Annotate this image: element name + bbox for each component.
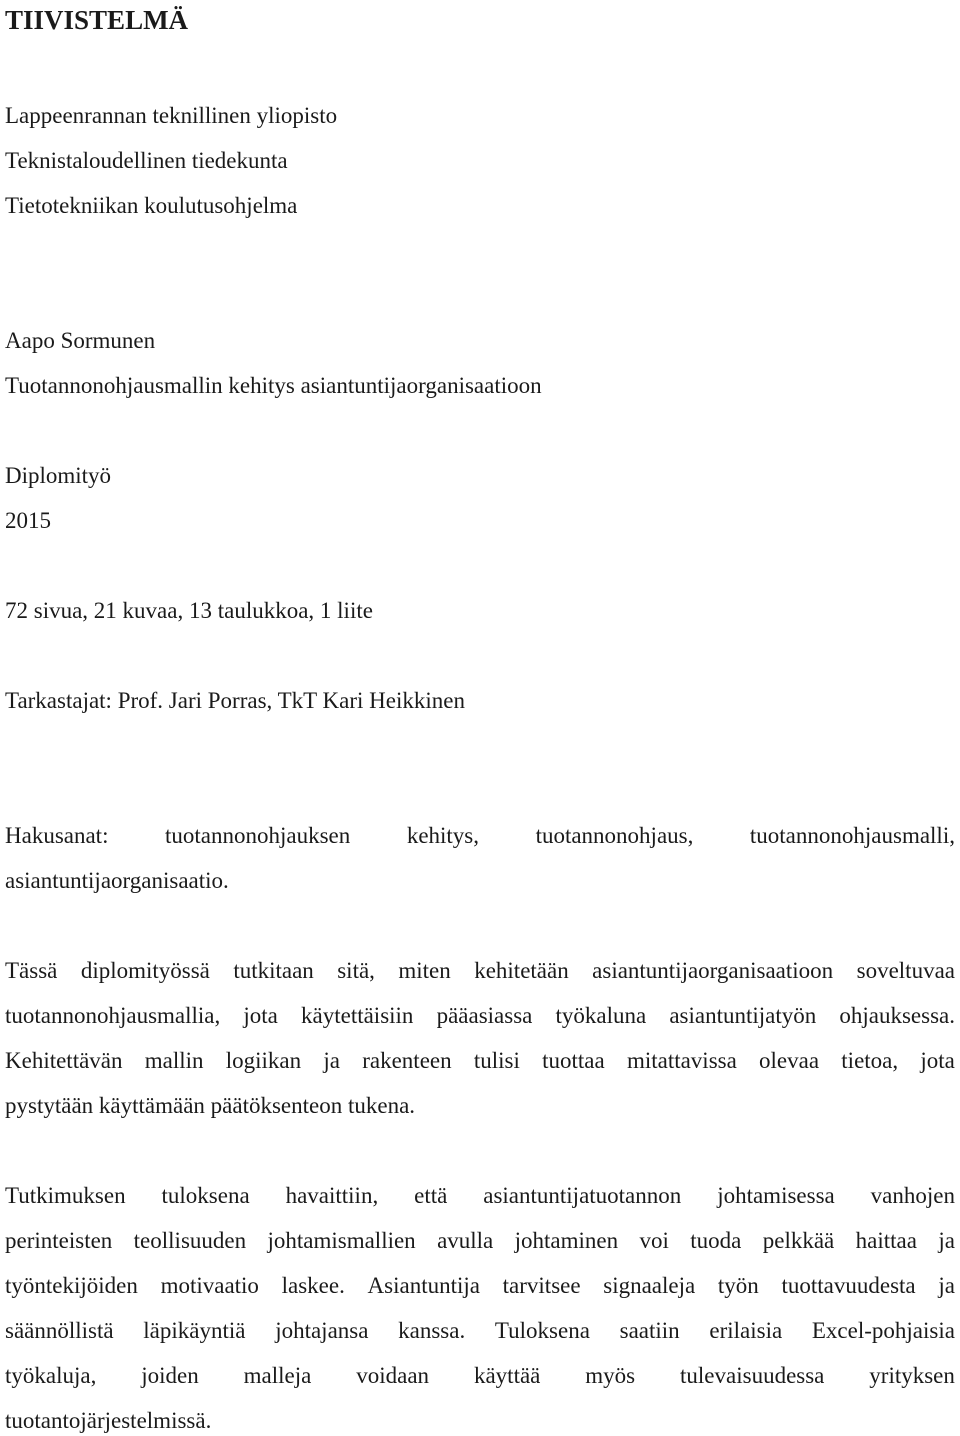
- word: asiantuntijatyön: [669, 1003, 817, 1028]
- word: tarvitsee: [502, 1273, 581, 1298]
- word: pääasiassa: [436, 1003, 533, 1028]
- word: laskee.: [281, 1273, 345, 1298]
- paragraph-1-line-4: pystytään käyttämään päätöksenteon tukena.: [5, 1093, 416, 1118]
- word: Asiantuntija: [367, 1273, 480, 1298]
- word: erilaisia: [709, 1318, 783, 1343]
- word: vanhojen: [870, 1183, 955, 1208]
- university-name: Lappeenrannan teknillinen yliopisto: [5, 103, 338, 128]
- word: tuottaa: [542, 1048, 605, 1073]
- word: voidaan: [356, 1363, 430, 1388]
- word: jota: [920, 1048, 955, 1073]
- word: tuotannonohjauksen: [165, 823, 351, 848]
- word: läpikäyntiä: [143, 1318, 246, 1343]
- faculty-name: Teknistaloudellinen tiedekunta: [5, 148, 288, 173]
- paragraph-1-line-1: [5, 959, 955, 982]
- word: joiden: [141, 1363, 199, 1388]
- word: motivaatio: [160, 1273, 259, 1298]
- paragraph-2-line-6: tuotantojärjestelmissä.: [5, 1408, 212, 1433]
- word: signaaleja: [603, 1273, 696, 1298]
- word: tuloksena: [161, 1183, 250, 1208]
- word: voi: [639, 1228, 669, 1253]
- word: tuotannonohjausmalli,: [749, 823, 955, 848]
- word: tulisi: [473, 1048, 520, 1073]
- programme-name: Tietotekniikan koulutusohjelma: [5, 193, 298, 218]
- word: teollisuuden: [133, 1228, 247, 1253]
- word: malleja: [243, 1363, 312, 1388]
- word: ja: [938, 1228, 955, 1253]
- paragraph-1-line-2: [5, 1004, 955, 1027]
- word: tietoa,: [841, 1048, 899, 1073]
- word: perinteisten: [5, 1228, 113, 1253]
- paragraph-1-line-3: [5, 1049, 955, 1072]
- word: mitattavissa: [626, 1048, 737, 1073]
- word: rakenteen: [362, 1048, 452, 1073]
- paragraph-2-line-5: [5, 1364, 955, 1387]
- word: diplomityössä: [80, 958, 210, 983]
- word: logiikan: [225, 1048, 302, 1073]
- word: yrityksen: [869, 1363, 955, 1388]
- thesis-title: Tuotannonohjausmallin kehitys asiantuntijaorganisaatioon: [5, 373, 542, 398]
- word: Excel-pohjaisia: [811, 1318, 955, 1343]
- word: soveltuvaa: [856, 958, 955, 983]
- word: ohjauksessa.: [839, 1003, 955, 1028]
- word: jota: [243, 1003, 278, 1028]
- thesis-year: 2015: [5, 508, 51, 533]
- word: johtamisessa: [717, 1183, 835, 1208]
- word: käytettäisiin: [301, 1003, 414, 1028]
- word: mallin: [144, 1048, 204, 1073]
- keywords-line-2: asiantuntijaorganisaatio.: [5, 868, 229, 893]
- paragraph-2-line-3: [5, 1274, 955, 1297]
- word: olevaa: [759, 1048, 820, 1073]
- word: tuotannonohjausmallia,: [5, 1003, 221, 1028]
- word: kehitetään: [474, 958, 569, 983]
- word: asiantuntijaorganisaatioon: [592, 958, 834, 983]
- word: työkaluja,: [5, 1363, 97, 1388]
- paragraph-2-line-4: [5, 1319, 955, 1342]
- word: havaittiin,: [285, 1183, 379, 1208]
- word: Kehitettävän: [5, 1048, 123, 1073]
- paragraph-2-line-1: [5, 1184, 955, 1207]
- word: asiantuntijatuotannon: [483, 1183, 682, 1208]
- word: tulevaisuudessa: [680, 1363, 825, 1388]
- thesis-extent: 72 sivua, 21 kuvaa, 13 taulukkoa, 1 liite: [5, 598, 373, 623]
- word: sitä,: [337, 958, 375, 983]
- paragraph-2-line-2: [5, 1229, 955, 1252]
- word: Tuloksena: [494, 1318, 590, 1343]
- thesis-type: Diplomityö: [5, 463, 112, 488]
- word: työn: [717, 1273, 759, 1298]
- word: työntekijöiden: [5, 1273, 138, 1298]
- word: Tutkimuksen: [5, 1183, 126, 1208]
- abstract-heading: TIIVISTELMÄ: [5, 5, 189, 35]
- word: käyttää: [473, 1363, 541, 1388]
- word: tuoda: [690, 1228, 742, 1253]
- word: haittaa: [855, 1228, 917, 1253]
- word: kanssa.: [398, 1318, 466, 1343]
- word: että: [414, 1183, 448, 1208]
- word: työkaluna: [555, 1003, 647, 1028]
- word: säännöllistä: [5, 1318, 114, 1343]
- word: ja: [323, 1048, 340, 1073]
- word: myös: [585, 1363, 636, 1388]
- author-name: Aapo Sormunen: [5, 328, 156, 353]
- word: kehitys,: [406, 823, 480, 848]
- word: Tässä: [5, 958, 58, 983]
- word: johtajansa: [275, 1318, 369, 1343]
- word: tutkitaan: [233, 958, 314, 983]
- word: Hakusanat:: [5, 823, 109, 848]
- word: tuottavuudesta: [781, 1273, 916, 1298]
- word: ja: [938, 1273, 955, 1298]
- word: pelkkää: [762, 1228, 835, 1253]
- keywords-line-1: [5, 824, 955, 847]
- word: johtaminen: [514, 1228, 619, 1253]
- word: saatiin: [619, 1318, 680, 1343]
- word: tuotannonohjaus,: [535, 823, 694, 848]
- word: miten: [398, 958, 451, 983]
- examiners: Tarkastajat: Prof. Jari Porras, TkT Kari Heikkinen: [5, 688, 465, 713]
- word: avulla: [437, 1228, 494, 1253]
- word: johtamismallien: [267, 1228, 416, 1253]
